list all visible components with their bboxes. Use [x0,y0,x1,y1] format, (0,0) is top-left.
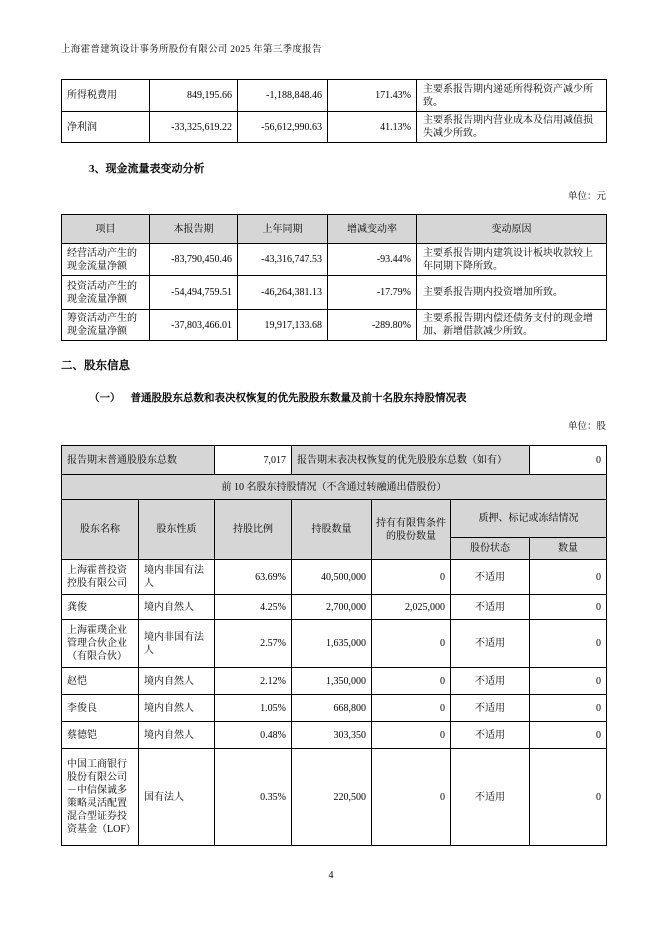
shareholder-table [61,445,607,846]
subsection-heading-top10 [61,392,606,406]
header-current: 本报告期 [150,215,238,244]
header-prior: 上年同期 [238,215,328,244]
table-row [62,112,607,143]
cell-prior: 19,917,133.68 [238,310,328,341]
cell-item: 经营活动产生的现金流量净额 [62,244,150,276]
cell-amount: 0 [530,595,607,620]
cell-amount: 0 [530,560,607,595]
cell-restricted: 0 [372,722,451,749]
shareholder-row [62,749,607,846]
shareholder-row [62,695,607,722]
table-row [62,310,607,341]
cell-status: 不适用 [451,695,530,722]
cell-prior: -56,612,990.63 [238,112,328,143]
section-heading-shareholders: 二、股东信息 [61,360,130,372]
cell-quantity: 40,500,000 [292,560,372,595]
header-change: 增减变动率 [328,215,417,244]
cell-reason: 主要系报告期内偿还债务支付的现金增加、新增借款减少所致。 [417,310,607,341]
cell-current: -54,494,759.51 [150,276,238,310]
cell-item: 筹资活动产生的现金流量净额 [62,310,150,341]
cell-change: 41.13% [328,112,417,143]
cell-name: 龚俊 [62,595,139,620]
cell-status: 不适用 [451,749,530,846]
header-holding-ratio: 持股比例 [215,500,292,560]
cell-restricted: 0 [372,668,451,695]
cell-change: -17.79% [328,276,417,310]
cell-name: 赵恺 [62,668,139,695]
header-share-status: 股份状态 [451,538,530,560]
cell-quantity: 1,635,000 [292,620,372,668]
cell-ratio: 4.25% [215,595,292,620]
table-row [62,244,607,276]
cell-reason: 主要系报告期内建筑设计板块收款较上年同期下降所致。 [417,244,607,276]
cell-ratio: 63.69% [215,560,292,595]
cell-ratio: 2.12% [215,668,292,695]
header-pledge-group: 质押、标记或冻结情况 [451,500,607,538]
cell-reason: 主要系报告期内递延所得税资产减少所致。 [417,80,607,112]
header-holding-quantity: 持股数量 [292,500,372,560]
cell-nature: 境内非国有法人 [139,620,215,668]
cell-nature: 境内非国有法人 [139,560,215,595]
header-reason: 变动原因 [417,215,607,244]
shareholder-row [62,595,607,620]
total-preferred-label: 报告期末表决权恢复的优先股股东总数（如有） [292,446,530,475]
cell-item: 所得税费用 [62,80,150,112]
cell-prior: -1,188,848.46 [238,80,328,112]
cell-quantity: 668,800 [292,695,372,722]
cell-name: 蔡德铠 [62,722,139,749]
cell-status: 不适用 [451,560,530,595]
page-number: 4 [328,870,334,881]
top10-title: 前 10 名股东持股情况（不含通过转融通出借股份） [62,475,607,500]
cell-nature: 境内自然人 [139,595,215,620]
cell-change: -93.44% [328,244,417,276]
cell-current: -33,325,619.22 [150,112,238,143]
income-statement-continuation-table [61,79,607,143]
cell-current: -83,790,450.46 [150,244,238,276]
table-header-row [62,215,607,244]
shareholder-row [62,668,607,695]
header-shareholder-name: 股东名称 [62,500,139,560]
subsection-title: 普通股股东总数和表决权恢复的优先股股东数量及前十名股东持股情况表 [130,393,467,404]
cell-reason: 主要系报告期内营业成本及信用减值损失减少所致。 [417,112,607,143]
cell-quantity: 303,350 [292,722,372,749]
cell-status: 不适用 [451,620,530,668]
cell-restricted: 0 [372,620,451,668]
shareholder-row [62,722,607,749]
shareholder-row [62,560,607,595]
total-common-value: 7,017 [215,446,292,475]
total-common-label: 报告期末普通股股东总数 [62,446,215,475]
cell-restricted: 0 [372,560,451,595]
header-restricted-shares: 持有有限售条件的股份数量 [372,500,451,560]
subsection-number: （一） [89,393,121,404]
cell-nature: 国有法人 [139,749,215,846]
top10-title-row [62,475,607,500]
cell-amount: 0 [530,620,607,668]
cell-quantity: 220,500 [292,749,372,846]
table-row [62,80,607,112]
cell-name: 李俊良 [62,695,139,722]
table-row [62,276,607,310]
cell-amount: 0 [530,668,607,695]
cell-amount: 0 [530,749,607,846]
cell-status: 不适用 [451,595,530,620]
header-item: 项目 [62,215,150,244]
cell-prior: -46,264,381.13 [238,276,328,310]
cell-amount: 0 [530,722,607,749]
header-pledge-amount: 数量 [530,538,607,560]
total-preferred-value: 0 [530,446,607,475]
shareholder-totals-row [62,446,607,475]
cell-ratio: 0.48% [215,722,292,749]
shareholder-row [62,620,607,668]
cell-name: 中国工商银行股份有限公司－中信保诚多策略灵活配置混合型证券投资基金（LOF） [62,749,139,846]
cell-nature: 境内自然人 [139,695,215,722]
cell-status: 不适用 [451,722,530,749]
cell-amount: 0 [530,695,607,722]
cell-restricted: 0 [372,749,451,846]
cell-name: 上海霍普投资控股有限公司 [62,560,139,595]
shareholder-header-row [62,500,607,538]
cell-restricted: 0 [372,695,451,722]
cell-reason: 主要系报告期内投资增加所致。 [417,276,607,310]
cell-quantity: 2,700,000 [292,595,372,620]
cell-current: -37,803,466.01 [150,310,238,341]
unit-label-shares: 单位：股 [567,422,606,432]
cell-item: 投资活动产生的现金流量净额 [62,276,150,310]
doc-header-title: 上海霍普建筑设计事务所股份有限公司 2025 年第三季度报告 [61,45,322,55]
cell-name: 上海霍璞企业管理合伙企业（有限合伙） [62,620,139,668]
cell-prior: -43,316,747.53 [238,244,328,276]
cell-nature: 境内自然人 [139,668,215,695]
cell-current: 849,195.66 [150,80,238,112]
cell-change: 171.43% [328,80,417,112]
cell-ratio: 1.05% [215,695,292,722]
section-heading-cash-flow: 3、现金流量表变动分析 [89,163,205,175]
header-shareholder-nature: 股东性质 [139,500,215,560]
cell-restricted: 2,025,000 [372,595,451,620]
cell-status: 不适用 [451,668,530,695]
cell-nature: 境内自然人 [139,722,215,749]
cell-ratio: 2.57% [215,620,292,668]
cell-ratio: 0.35% [215,749,292,846]
cell-quantity: 1,350,000 [292,668,372,695]
cell-change: -289.80% [328,310,417,341]
cash-flow-table [61,214,607,341]
unit-label-yuan: 单位：元 [567,192,606,202]
cell-item: 净利润 [62,112,150,143]
